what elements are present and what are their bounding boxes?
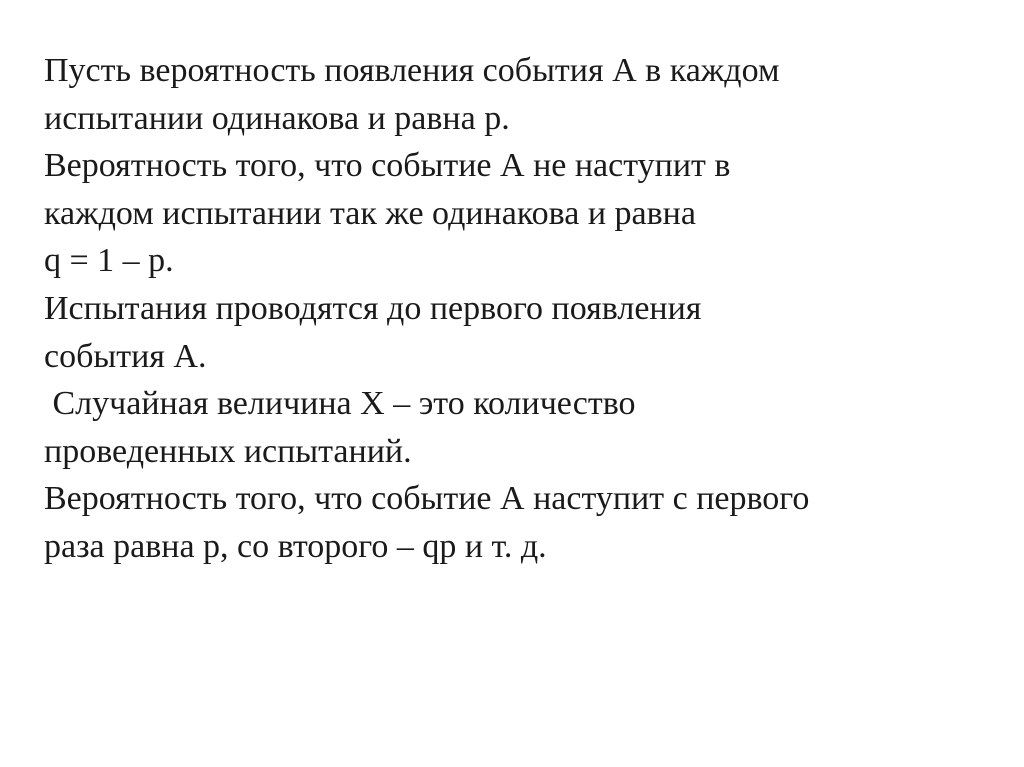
text-line-9: проведенных испытаний. [44, 432, 412, 470]
text-line-1: Пусть вероятность появления события А в каждом [44, 52, 780, 89]
text-line-3: Вероятность того, что событие А не наступит в [44, 147, 731, 185]
text-line-6: Испытания проводятся до первого появления [44, 289, 702, 327]
text-line-7: события А. [44, 337, 207, 375]
text-line-10: Вероятность того, что событие А наступит с первого [44, 480, 810, 518]
text-line-5: q = 1 – р. [44, 242, 174, 280]
text-line-8: Случайная величина Х – это количество [44, 385, 636, 423]
text-line-11: раза равна р, со второго – qр и т. д. [44, 527, 547, 565]
text-line-2: испытании одинакова и равна р. [44, 99, 510, 137]
text-line-4: каждом испытании так же одинакова и равна [44, 194, 696, 232]
slide-text-body [44, 47, 1004, 571]
